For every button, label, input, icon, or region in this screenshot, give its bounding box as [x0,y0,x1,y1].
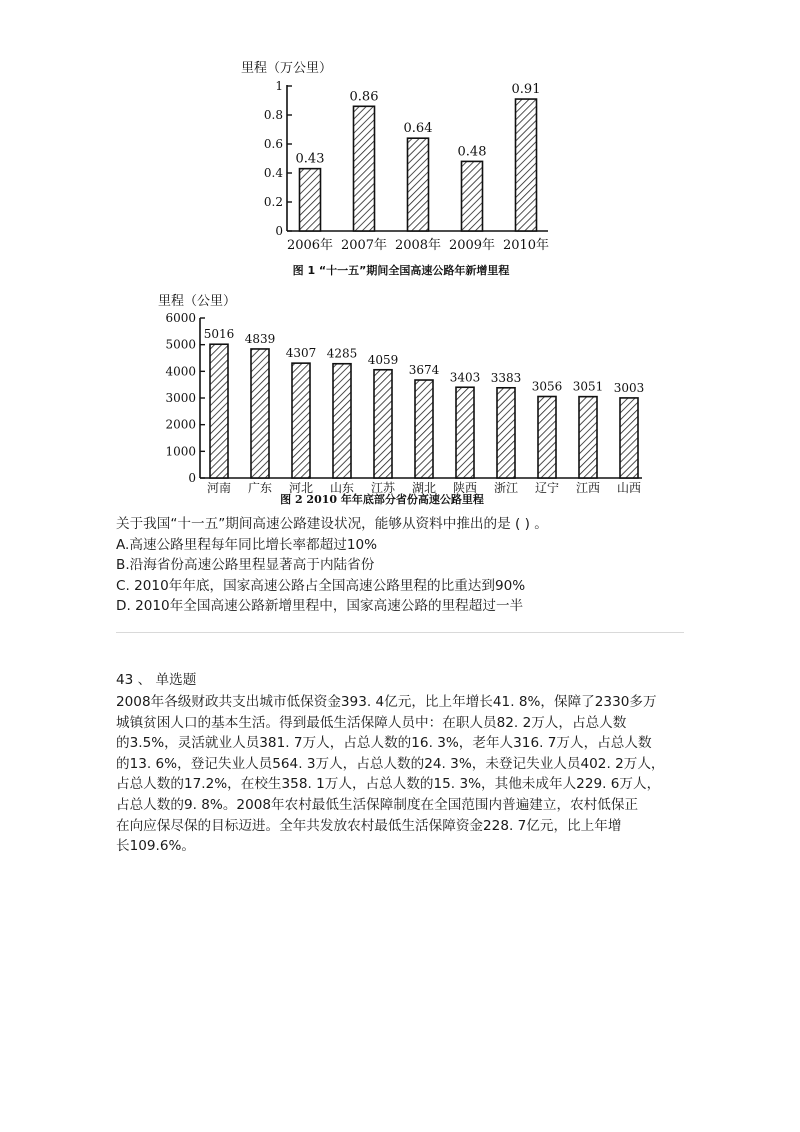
option-b[interactable]: B.沿海省份高速公路里程显著高于内陆省份 [116,557,375,573]
chart2-category-label: 山西 [616,481,642,495]
chart2-data-label: 4839 [244,331,276,346]
question-43-passage [116,692,696,857]
chart2-bar-10 [579,397,597,478]
passage-line: 的3.5%，灵活就业人员381. 7万人，占总人数的16. 3%，老年人316. 7万人，占总人数 [116,735,652,752]
chart2-data-label: 4059 [367,352,399,367]
chart1-title: 图 1 “十一五”期间全国高速公路年新增里程 [292,264,510,277]
option-d[interactable]: D. 2010年全国高速公路新增里程中，国家高速公路的里程超过一半 [116,598,524,614]
chart1-y-tick-label: 0.4 [263,166,283,180]
chart1-bar-3 [408,138,429,231]
chart1-data-label: 0.43 [295,151,325,167]
chart1-bar-2 [354,106,375,231]
chart1-category-label: 2009年 [448,238,496,253]
chart1-bar-1 [300,169,321,231]
passage-line: 长109.6%。 [116,838,196,855]
chart2-data-label: 4307 [285,346,317,361]
section-divider [116,632,684,633]
passage-line: 在向应保尽保的目标迈进。全年共发放农村最低生活保障资金228. 7亿元，比上年增 [116,817,622,834]
chart2-category-label: 辽宁 [534,481,560,495]
chart2-y-tick-label: 5000 [165,337,196,352]
chart2-category-label: 河北 [288,481,314,495]
question-43-header: 43 、 单选题 [116,672,197,688]
chart1-y-tick-label: 0.2 [263,195,283,209]
chart2-category-label: 山东 [329,481,355,495]
chart2-bar-11 [620,398,638,478]
chart2-category-label: 湖北 [411,481,437,495]
chart2-data-label: 3403 [449,370,481,385]
chart2-data-label: 3003 [613,380,645,395]
option-a[interactable]: A.高速公路里程每年同比增长率都超过10% [116,536,378,553]
chart2-bar-4 [333,364,351,478]
option-c[interactable]: C. 2010年年底，国家高速公路占全国高速公路里程的比重达到90% [116,577,526,594]
chart2-category-label: 广东 [247,481,273,495]
chart2-y-tick-label: 4000 [165,364,196,379]
chart2-data-label: 5016 [203,327,235,342]
passage-line: 占总人数的17.2%，在校生358. 1万人，占总人数的15. 3%，其他未成年人229. 6万人， [116,776,661,793]
chart1-category-label: 2010年 [502,238,550,253]
chart2-data-label: 3383 [490,370,522,385]
chart1-data-label: 0.86 [349,89,379,105]
chart1-y-tick-label: 1 [275,79,283,93]
chart2-bar-6 [415,380,433,478]
passage-line: 2008年各级财政共支出城市低保资金393. 4亿元，比上年增长41. 8%，保障了2330多万 [116,694,657,710]
chart2-data-label: 3056 [531,379,563,394]
chart-annual-new-mileage [0,55,800,285]
passage-line: 城镇贫困人口的基本生活。得到最低生活保障人员中：在职人员82. 2万人，占总人数 [116,714,627,731]
chart2-category-label: 陕西 [452,481,478,495]
chart2-y-tick-label: 2000 [165,417,196,432]
chart2-bar-1 [210,344,228,478]
chart2-category-label: 浙江 [493,481,519,495]
chart1-data-label: 0.91 [511,82,541,98]
chart1-category-label: 2006年 [286,238,334,253]
chart2-y-tick-label: 0 [188,471,196,485]
chart2-bar-3 [292,363,310,478]
chart2-data-label: 3674 [408,363,440,378]
chart1-data-label: 0.64 [403,121,433,137]
chart2-title: 图 2 2010 年年底部分省份高速公路里程 [280,493,484,506]
chart2-y-tick-label: 3000 [165,391,196,405]
chart1-y-tick-label: 0 [275,224,283,238]
chart1-bar-4 [462,161,483,231]
chart2-category-label: 江西 [575,481,601,495]
chart1-ylabel: 里程（万公里） [241,61,333,76]
chart2-bar-7 [456,387,474,478]
passage-line: 的13. 6%，登记失业人员564. 3万人，占总人数的24. 3%，未登记失业人员402. 2万人， [116,755,665,772]
chart1-bar-5 [516,99,537,231]
chart-province-mileage [0,290,800,512]
chart1-y-tick-label: 0.8 [263,108,283,122]
chart2-y-tick-label: 6000 [165,311,196,325]
chart2-bar-8 [497,388,515,478]
passage-line: 占总人数的9. 8%。2008年农村最低生活保障制度在全国范围内普遍建立，农村低保正 [116,796,639,813]
chart1-category-label: 2008年 [394,238,442,253]
chart2-y-tick-label: 1000 [165,444,196,459]
question-stem: 关于我国“十一五”期间高速公路建设状况，能够从资料中推出的是 ( ) 。 [116,516,548,532]
chart2-category-label: 江苏 [370,481,396,495]
chart2-data-label: 3051 [572,379,604,394]
chart2-ylabel: 里程（公里） [158,294,237,309]
chart2-bar-9 [538,397,556,478]
question-42 [116,514,696,617]
chart1-category-label: 2007年 [340,238,388,253]
chart2-data-label: 4285 [326,346,358,361]
chart2-category-label: 河南 [206,481,232,495]
chart1-data-label: 0.48 [457,144,487,160]
chart1-y-tick-label: 0.6 [263,137,283,151]
chart2-bar-5 [374,370,392,478]
chart2-bar-2 [251,349,269,478]
